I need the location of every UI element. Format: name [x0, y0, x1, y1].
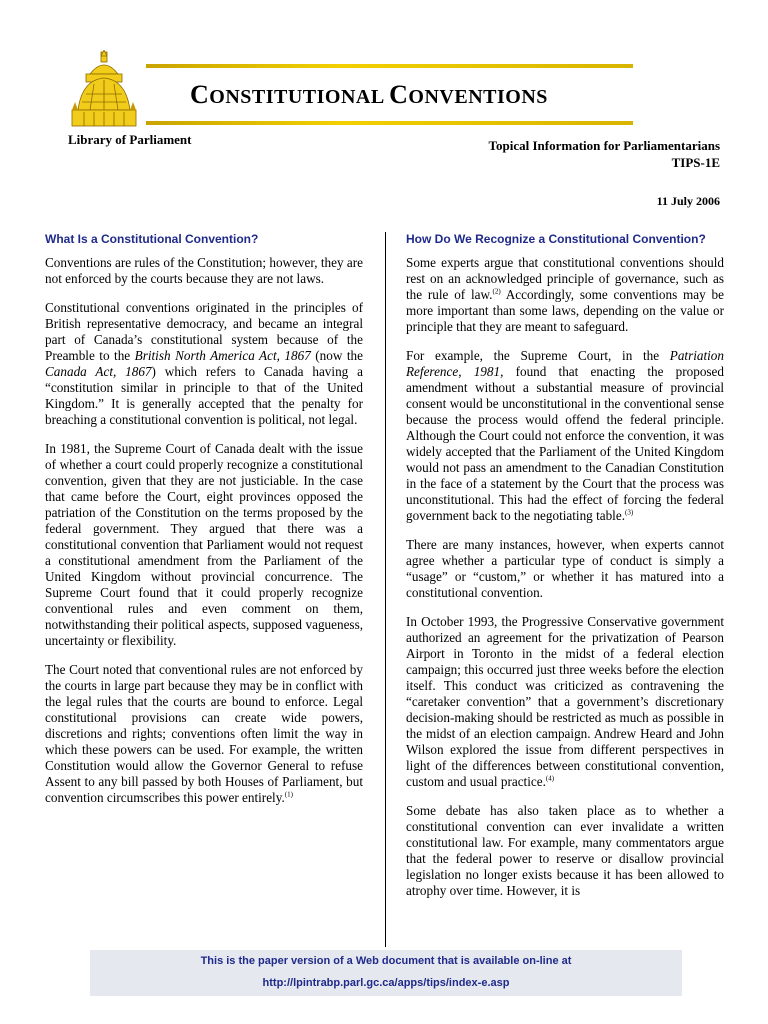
publication-series: Topical Information for Parliamentarians — [488, 138, 720, 153]
web-version-link[interactable]: http://lpintrabp.parl.gc.ca/apps/tips/index-e.asp — [262, 977, 510, 989]
web-version-text: This is the paper version of a Web document that is available on-line at — [200, 955, 572, 967]
section-heading-what-is: What Is a Constitutional Convention? — [45, 232, 259, 246]
left-column — [45, 232, 363, 819]
column-divider — [385, 232, 386, 947]
paragraph: There are many instances, however, when experts cannot agree whether a particular type of conduct is simply a “usage” or “custom,” or whether it has matured into a constitutional convention. — [406, 537, 724, 600]
document-code: TIPS-1E — [671, 155, 720, 170]
footnote-ref: (2) — [492, 287, 501, 296]
paragraph: In October 1993, the Progressive Conservative government authorized an agreement for the privatization of Pearson Airport in Toronto in the midst of a federal election campaign; this occurred just three weeks before the election itself. This conduct was criticized as contravening the “caretaker convention” that a government’s discretionary decision-making should be restricted as much as possible in the midst of an election campaign. Andrew Heard and John Wilson explored the issue from different perspectives in light of the differences between constitutional convention, custom and usual practice.$^{(4)}$ — [406, 614, 724, 789]
paragraph: In 1981, the Supreme Court of Canada dealt with the issue of whether a court could properly recognize a constitutional convention, given that they are not justiciable. In the case that came before the Court, eight provinces opposed the patriation of the Constitution on the terms proposed by the federal government. They argued that there was a constitutional convention that Parliament would not request a constitutional amendment from the Parliament of the United Kingdom without provincial concurrence. The Supreme Court found that it could properly recognize conventional rules and even comment on them, notwithstanding their political aspects, supposed vagueness, uncertainty or flexibility. — [45, 441, 363, 648]
footnote-ref: (4) — [545, 774, 555, 783]
library-label: Library of Parliament — [68, 132, 192, 147]
paragraph: Constitutional conventions originated in the principles of British representative democracy, and became an integral part of Canada’s constitutional system because of the Preamble to the British North America Act, 1867 (now the Canada Act, 1867) which refers to Canada having a “constitution similar in principle to that of the United Kingdom.” It is generally accepted that the penalty for breaching a constitutional convention is political, not legal. — [45, 300, 364, 427]
paragraph: The Court noted that conventional rules are not enforced by the courts in large part because they may be in conflict with the legal rules that the courts are bound to enforce. Legal constitutional provisions can create wide powers, discretions and rights; conventions often limit the way in which these powers can be used. For example, the written Constitution would allow the Governor General to refuse Assent to any bill passed by both Houses of Parliament, but convention circumscribes this power entirely.$^{(1)}$ — [45, 662, 363, 805]
footnote-ref: (3) — [625, 508, 634, 517]
web-version-banner — [90, 950, 682, 996]
footnote-ref: (1) — [284, 790, 293, 799]
header-rule-top — [146, 64, 633, 68]
publication-info — [489, 137, 720, 171]
right-column — [406, 232, 724, 912]
document-title: CONSTITUTIONAL CONVENTIONS — [190, 80, 548, 109]
paragraph: Conventions are rules of the Constitution; however, they are not enforced by the courts because they are not laws. — [45, 255, 363, 286]
publication-date: 11 July 2006 — [656, 194, 720, 208]
paragraph: For example, the Supreme Court, in the Patriation Reference, 1981, found that enacting the proposed amendment without a substantial measure of provincial consent would be unconstitutional in the conventional sense because the process would offend the federal principle. Although the Court could not enforce the convention, it was widely accepted that the Parliament of the United Kingdom would not pass an amendment to the Canadian Constitution in the face of a statement by the Court that the process was unconstitutional. This had the effect of forcing the federal government back to the negotiating table.$^{(3)}$ — [406, 348, 724, 523]
header-rule-bottom — [146, 121, 633, 125]
library-of-parliament-logo-icon — [64, 50, 144, 130]
section-heading-how-recognize: How Do We Recognize a Constitutional Convention? — [406, 232, 706, 246]
paragraph: Some experts argue that constitutional conventions should rest on an acknowledged principle of governance, such as the rule of law.$^{(2)}$ Accordingly, some conventions may be more important than some laws, depending on the value or principle that they are meant to safeguard. — [406, 255, 724, 334]
paragraph: Some debate has also taken place as to whether a constitutional convention can ever invalidate a written constitutional law. For example, many commentators argue that the federal power to reserve or disallow provincial legislation no longer exists because it has been allowed to atrophy over time. However, it is — [406, 803, 724, 898]
